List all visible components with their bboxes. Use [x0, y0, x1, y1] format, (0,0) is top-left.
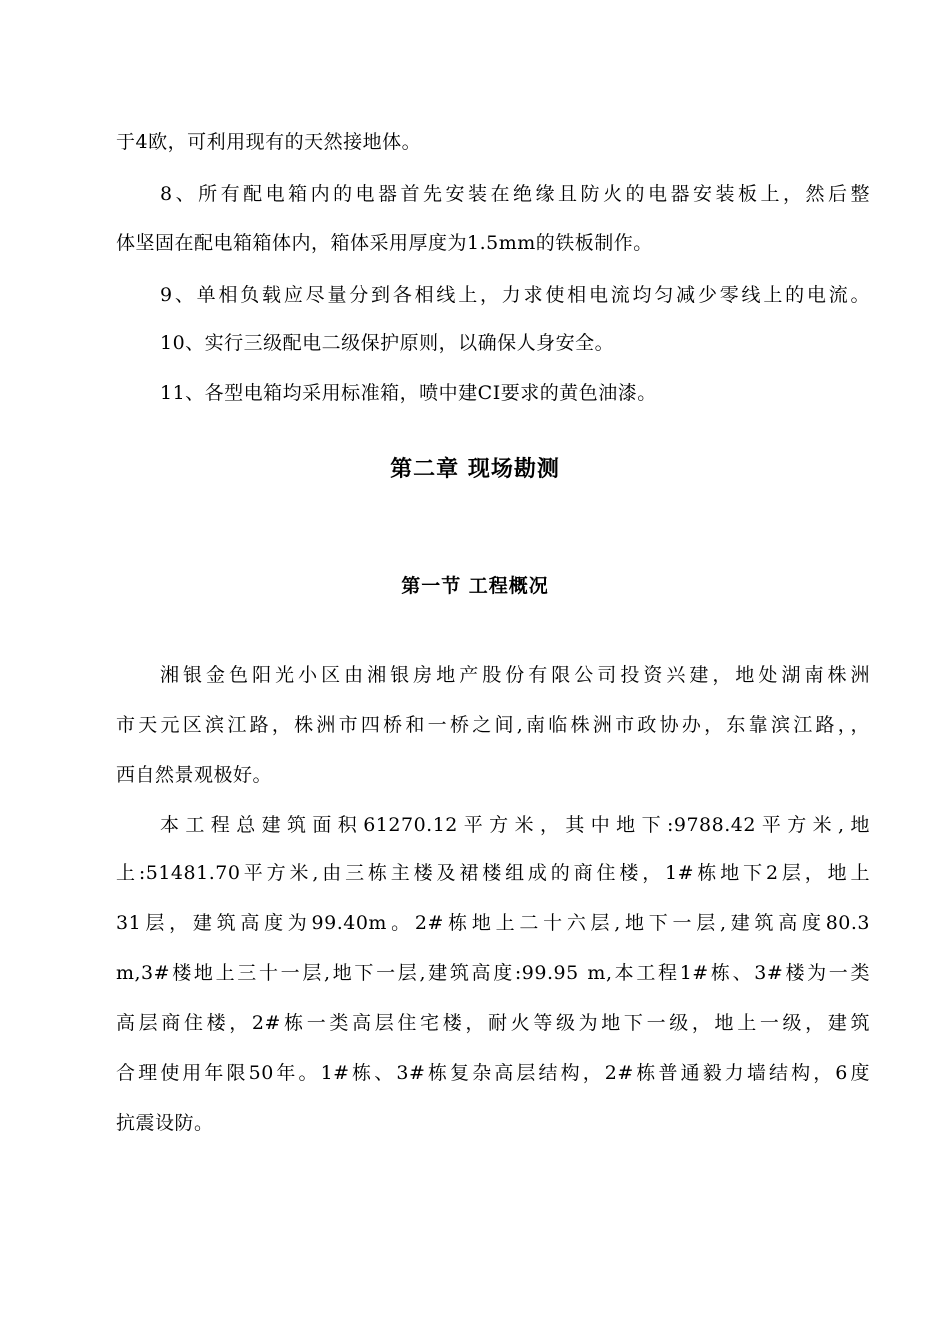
item-8-line-1: 8、所有配电箱内的电器首先安装在绝缘且防火的电器安装板上，然后整	[160, 183, 870, 205]
para-2-line-1: 本工程总建筑面积61270.12平方米，其中地下:9788.42平方米,地	[160, 814, 870, 836]
intro-line: 于4欧，可利用现有的天然接地体。	[116, 131, 422, 153]
section-title: 第一节 工程概况	[401, 575, 549, 597]
item-11: 11、各型电箱均采用标准箱，喷中建CI要求的黄色油漆。	[160, 382, 657, 404]
para-2-line-5: 高层商住楼，2#栋一类高层住宅楼，耐火等级为地下一级，地上一级，建筑	[116, 1012, 870, 1034]
para-1-line-2: 市天元区滨江路，株洲市四桥和一桥之间,南临株洲市政协办，东靠滨江路，，	[116, 714, 870, 736]
para-1-line-1: 湘银金色阳光小区由湘银房地产股份有限公司投资兴建，地处湖南株洲	[160, 664, 870, 686]
para-2-line-3: 31层，建筑高度为99.40m。2#栋地上二十六层,地下一层,建筑高度80.3	[116, 912, 870, 934]
chapter-title: 第二章 现场勘测	[390, 457, 560, 482]
item-9: 9、单相负载应尽量分到各相线上，力求使相电流均匀减少零线上的电流。	[160, 284, 870, 306]
para-2-line-7: 抗震设防。	[116, 1112, 214, 1134]
para-2-line-6: 合理使用年限50年。1#栋、3#栋复杂高层结构，2#栋普通毅力墙结构，6度	[116, 1062, 870, 1084]
item-8-line-2: 体坚固在配电箱箱体内，箱体采用厚度为1.5mm的铁板制作。	[116, 232, 653, 254]
para-2-line-4: m,3#楼地上三十一层,地下一层,建筑高度:99.95 m,本工程1#栋、3#楼为一类	[116, 962, 870, 984]
para-1-line-3: 西自然景观极好。	[116, 764, 273, 786]
item-10: 10、实行三级配电二级保护原则，以确保人身安全。	[160, 332, 615, 354]
para-2-line-2: 上:51481.70平方米,由三栋主楼及裙楼组成的商住楼，1#栋地下2层，地上	[116, 862, 870, 884]
